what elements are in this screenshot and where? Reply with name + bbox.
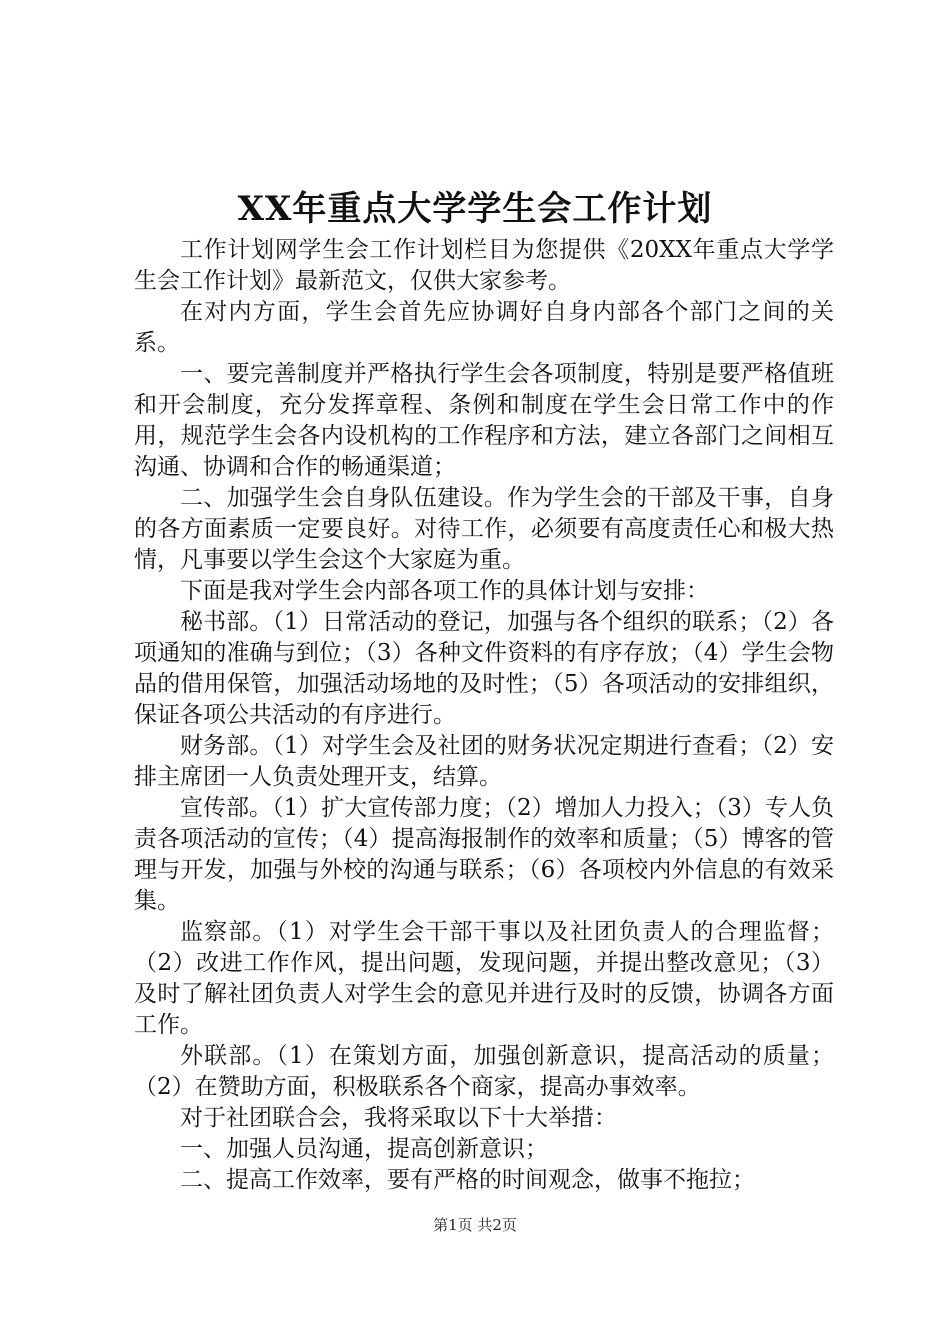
paragraph-publicity: 宣传部。（1）扩大宣传部力度；（2）增加人力投入；（3）专人负责各项活动的宣传；（4）提高海报制作的效率和质量；（5）博客的管理与开发，加强与外校的沟通与联系；（6）各项校内外信息的有效采集。 <box>134 795 834 914</box>
document-title: XX年重点大学学生会工作计划 <box>237 189 713 229</box>
paragraph-finance: 财务部。（1）对学生会及社团的财务状况定期进行查看；（2）安排主席团一人负责处理开支，结算。 <box>134 733 834 790</box>
paragraph-measure-2: 二、提高工作效率，要有严格的时间观念，做事不拖拉； <box>180 1167 755 1193</box>
document-body <box>134 235 834 1196</box>
paragraph-external: 外联部。（1）在策划方面，加强创新意识，提高活动的质量；（2）在赞助方面，积极联系各个商家，提高办事效率。 <box>134 1043 834 1100</box>
paragraph-measure-1: 一、加强人员沟通，提高创新意识； <box>180 1136 548 1162</box>
page-footer: 第1页 共2页 <box>433 1216 517 1234</box>
paragraph-internal: 在对内方面，学生会首先应协调好自身内部各个部门之间的关系。 <box>134 299 834 356</box>
paragraph-item-2: 二、加强学生会自身队伍建设。作为学生会的干部及干事，自身的各方面素质一定要良好。对待工作，必须要有高度责任心和极大热情，凡事要以学生会这个大家庭为重。 <box>134 485 834 573</box>
paragraph-secretary: 秘书部。（1）日常活动的登记，加强与各个组织的联系；（2）各项通知的准确与到位；（3）各种文件资料的有序存放；（4）学生会物品的借用保管，加强活动场地的及时性；（5）各项活动的安排组织，保证各项公共活动的有序进行。 <box>134 609 834 728</box>
paragraph-item-1: 一、要完善制度并严格执行学生会各项制度，特别是要严格值班和开会制度，充分发挥章程、条例和制度在学生会日常工作中的作用，规范学生会各内设机构的工作程序和方法，建立各部门之间相互沟通、协调和合作的畅通渠道； <box>134 361 834 480</box>
paragraph-clubs-intro: 对于社团联合会，我将采取以下十大举措： <box>180 1105 617 1131</box>
paragraph-supervision: 监察部。（1）对学生会干部干事以及社团负责人的合理监督；（2）改进工作作风，提出问题，发现问题，并提出整改意见；（3）及时了解社团负责人对学生会的意见并进行及时的反馈，协调各方面工作。 <box>134 919 834 1038</box>
paragraph-plan-intro: 下面是我对学生会内部各项工作的具体计划与安排： <box>180 578 709 604</box>
paragraph-intro: 工作计划网学生会工作计划栏目为您提供《20XX年重点大学学生会工作计划》最新范文，仅供大家参考。 <box>134 237 834 294</box>
